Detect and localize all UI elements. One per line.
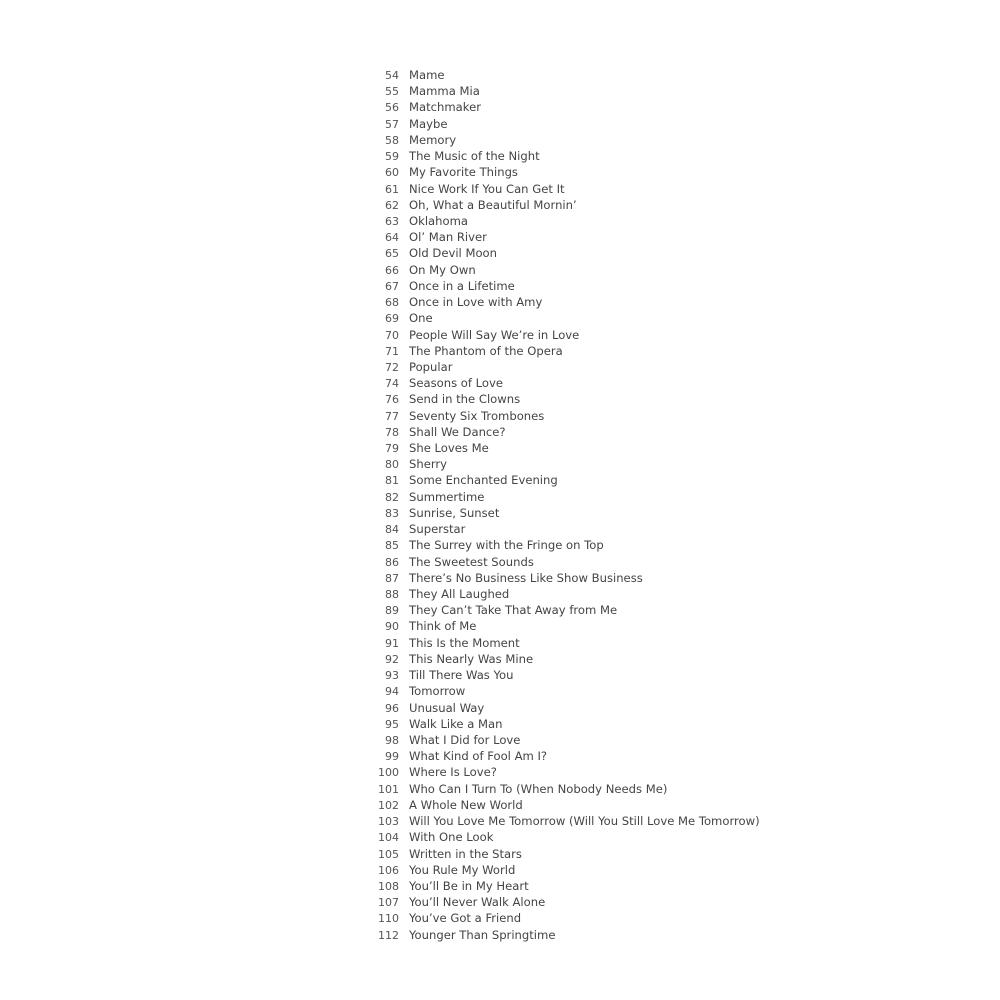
toc-entry (360, 570, 760, 586)
toc-entry (360, 618, 760, 634)
toc-entry (360, 245, 760, 261)
toc-song-title: Written in the Stars (409, 846, 522, 861)
toc-page-number: 107 (378, 896, 399, 910)
toc-song-title: Summertime (409, 489, 485, 504)
toc-song-title: Till There Was You (409, 668, 514, 683)
toc-entry (360, 262, 760, 278)
toc-entry (360, 894, 760, 910)
toc-page-number: 74 (385, 377, 399, 391)
toc-entry (360, 781, 760, 797)
toc-page-number: 59 (385, 150, 399, 164)
toc-page-number: 108 (378, 879, 399, 893)
toc-page-number: 60 (385, 166, 399, 180)
toc-song-title: Memory (409, 132, 457, 147)
toc-page-number: 70 (385, 328, 399, 342)
toc-entry (360, 651, 760, 667)
toc-page-number: 95 (385, 717, 399, 731)
toc-song-title: Superstar (409, 522, 466, 537)
toc-song-title: This Is the Moment (409, 635, 520, 650)
toc-entry (360, 440, 760, 456)
toc-entry (360, 213, 760, 229)
toc-entry (360, 148, 760, 164)
toc-song-title: The Surrey with the Fringe on Top (409, 538, 604, 553)
toc-page-number: 68 (385, 296, 399, 310)
toc-page-number: 90 (385, 620, 399, 634)
toc-entry (360, 132, 760, 148)
toc-song-title: What I Did for Love (409, 732, 521, 747)
toc-page-number: 63 (385, 214, 399, 228)
toc-page-number: 79 (385, 442, 399, 456)
toc-page-number: 98 (385, 733, 399, 747)
toc-song-title: One (409, 311, 433, 326)
toc-song-title: Old Devil Moon (409, 246, 497, 261)
toc-song-title: This Nearly Was Mine (409, 651, 534, 666)
toc-entry (360, 829, 760, 845)
toc-entry (360, 748, 760, 764)
toc-entry (360, 683, 760, 699)
toc-page-number: 71 (385, 344, 399, 358)
toc-page-number: 76 (385, 393, 399, 407)
table-of-contents (360, 67, 760, 943)
toc-page-number: 93 (385, 669, 399, 683)
toc-entry (360, 99, 760, 115)
toc-entry (360, 554, 760, 570)
toc-page-number: 77 (385, 409, 399, 423)
toc-entry (360, 635, 760, 651)
toc-song-title: Once in a Lifetime (409, 278, 515, 293)
toc-page-number: 81 (385, 474, 399, 488)
toc-page-number: 91 (385, 636, 399, 650)
toc-entry (360, 359, 760, 375)
toc-page-number: 104 (378, 831, 399, 845)
toc-entry (360, 521, 760, 537)
toc-song-title: People Will Say We’re in Love (409, 327, 580, 342)
toc-entry (360, 391, 760, 407)
toc-entry (360, 278, 760, 294)
toc-page-number: 84 (385, 523, 399, 537)
toc-song-title: Mame (409, 68, 445, 82)
toc-song-title: Sunrise, Sunset (409, 505, 500, 520)
toc-page-number: 112 (378, 928, 399, 942)
toc-page-number: 64 (385, 231, 399, 245)
toc-song-title: They All Laughed (409, 587, 510, 601)
toc-song-title: You’ll Never Walk Alone (409, 895, 546, 910)
toc-song-title: They Can’t Take That Away from Me (409, 603, 618, 618)
toc-song-title: Seasons of Love (409, 376, 504, 391)
toc-entry (360, 408, 760, 424)
toc-song-title: Where Is Love? (409, 765, 497, 780)
toc-entry (360, 424, 760, 440)
toc-page-number: 100 (378, 766, 399, 780)
toc-entry (360, 716, 760, 732)
toc-song-title: My Favorite Things (409, 165, 518, 180)
toc-entry (360, 294, 760, 310)
toc-page-number: 56 (385, 101, 399, 115)
toc-entry (360, 310, 760, 326)
toc-song-title: What Kind of Fool Am I? (409, 749, 548, 764)
toc-page-number: 86 (385, 555, 399, 569)
toc-song-title: You’ve Got a Friend (409, 911, 522, 926)
toc-song-title: Unusual Way (409, 700, 485, 715)
toc-entry (360, 927, 760, 943)
toc-song-title: On My Own (409, 262, 476, 277)
toc-song-title: Mamma Mia (409, 84, 480, 99)
toc-song-title: Ol’ Man River (409, 230, 487, 245)
toc-entry (360, 489, 760, 505)
toc-page-number: 72 (385, 360, 399, 374)
toc-song-title: You’ll Be in My Heart (409, 878, 529, 893)
toc-song-title: The Music of the Night (409, 149, 540, 164)
toc-page-number: 88 (385, 588, 399, 601)
toc-page-number: 80 (385, 458, 399, 472)
toc-page-number: 83 (385, 506, 399, 520)
toc-song-title: Nice Work If You Can Get It (409, 181, 565, 196)
toc-entry (360, 700, 760, 716)
toc-song-title: The Phantom of the Opera (409, 343, 563, 358)
toc-page-number: 106 (378, 863, 399, 877)
toc-song-title: Tomorrow (409, 684, 466, 699)
toc-page-number: 55 (385, 85, 399, 99)
toc-entry (360, 327, 760, 343)
toc-song-title: Popular (409, 359, 453, 374)
toc-song-title: The Sweetest Sounds (409, 554, 534, 569)
toc-song-title: Some Enchanted Evening (409, 473, 558, 488)
toc-song-title: Sherry (409, 457, 448, 472)
toc-page-number: 62 (385, 198, 399, 212)
toc-page-number: 54 (385, 69, 399, 82)
toc-song-title: Think of Me (409, 619, 477, 634)
toc-entry (360, 181, 760, 197)
toc-entry (360, 505, 760, 521)
toc-entry (360, 797, 760, 813)
toc-page-number: 103 (378, 815, 399, 829)
toc-song-title: Who Can I Turn To (When Nobody Needs Me) (409, 781, 668, 796)
toc-song-title: There’s No Business Like Show Business (409, 570, 643, 585)
toc-song-title: Oh, What a Beautiful Mornin’ (409, 197, 577, 212)
toc-song-title: Once in Love with Amy (409, 295, 543, 310)
toc-song-title: Maybe (409, 116, 448, 131)
toc-page-number: 61 (385, 182, 399, 196)
toc-entry (360, 375, 760, 391)
toc-page-number: 78 (385, 425, 399, 439)
toc-page-number: 94 (385, 685, 399, 699)
toc-page-number: 105 (378, 847, 399, 861)
toc-page-number: 96 (385, 701, 399, 715)
toc-page-number: 58 (385, 133, 399, 147)
toc-page-number: 57 (385, 117, 399, 131)
toc-song-title: Shall We Dance? (409, 424, 506, 439)
toc-song-title: A Whole New World (409, 797, 523, 812)
toc-entry (360, 667, 760, 683)
toc-page-number: 101 (378, 782, 399, 796)
toc-page-number: 110 (378, 912, 399, 926)
toc-song-title: You Rule My World (409, 862, 516, 877)
toc-entry (360, 229, 760, 245)
toc-page-number: 66 (385, 263, 399, 277)
toc-song-title: With One Look (409, 830, 494, 845)
toc-entry (360, 537, 760, 553)
toc-entry (360, 846, 760, 862)
toc-song-title: Oklahoma (409, 213, 469, 228)
toc-entry (360, 343, 760, 359)
toc-page-number: 67 (385, 279, 399, 293)
toc-entry (360, 586, 760, 602)
toc-song-title: Younger Than Springtime (409, 927, 556, 942)
toc-entry (360, 910, 760, 926)
toc-page-number: 82 (385, 490, 399, 504)
toc-entry (360, 67, 760, 83)
toc-entry (360, 764, 760, 780)
toc-page-number: 99 (385, 750, 399, 764)
toc-page-number: 92 (385, 652, 399, 666)
toc-entry (360, 116, 760, 132)
toc-entry (360, 472, 760, 488)
toc-entry (360, 456, 760, 472)
toc-entry (360, 813, 760, 829)
toc-entry (360, 83, 760, 99)
toc-page-number: 102 (378, 798, 399, 812)
toc-entry (360, 164, 760, 180)
toc-song-title: Seventy Six Trombones (409, 408, 545, 423)
toc-page-number: 87 (385, 571, 399, 585)
toc-song-title: Will You Love Me Tomorrow (Will You Still Love Me Tomorrow) (409, 814, 760, 829)
toc-page-number: 85 (385, 539, 399, 553)
toc-page-number: 65 (385, 247, 399, 261)
toc-entry (360, 197, 760, 213)
toc-song-title: Walk Like a Man (409, 716, 503, 731)
toc-page-number: 89 (385, 604, 399, 618)
toc-entry (360, 732, 760, 748)
toc-entry (360, 862, 760, 878)
toc-song-title: Send in the Clowns (409, 392, 521, 407)
toc-entry (360, 878, 760, 894)
toc-song-title: Matchmaker (409, 100, 481, 115)
toc-song-title: She Loves Me (409, 441, 489, 456)
toc-entry (360, 602, 760, 618)
toc-page-number: 69 (385, 312, 399, 326)
